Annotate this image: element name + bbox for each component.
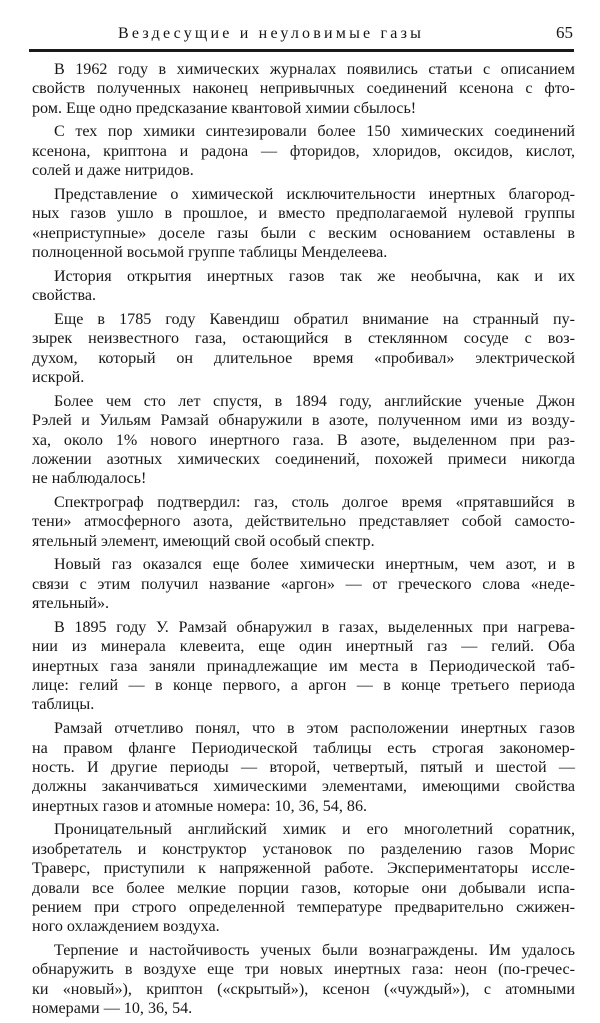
text-line: ных газов ушло в прошлое, и вместо предполагаемой нулевой группы xyxy=(32,205,575,223)
text-line: ложении азотных химических соединений, похожей примеси никогда xyxy=(32,450,575,468)
text-line: В 1895 году У. Рамзай обнаружил в газах, выделенных при нагрева- xyxy=(54,618,575,636)
text-line: Еще в 1785 году Кавендиш обратил внимание на странный пу- xyxy=(54,310,575,328)
paragraph xyxy=(32,185,575,263)
page-number: 65 xyxy=(556,23,573,42)
text-line: связи с этим получил название «аргон» — от греческого слова «неде- xyxy=(32,575,575,593)
text-line: Рэлей и Уильям Рамзай обнаружили в азоте, полученном ими из возду- xyxy=(32,412,575,430)
text-line: должны заканчиваться химическими элементами, имеющими свойства xyxy=(32,778,575,796)
paragraph xyxy=(32,555,575,613)
text-line: ки «новый»), криптон («скрытый»), ксенон («чуждый»), с атомными xyxy=(32,980,575,998)
chapter-title: Вездесущие и неуловимые газы xyxy=(118,25,425,42)
text-line: Траверс, приступили к напряженной работе. Экспериментаторы иссле- xyxy=(32,860,575,878)
text-line: рением при строго определенной температуре предварительно сжижен- xyxy=(32,898,575,916)
text-line: ром. Еще одно предсказание квантовой химии сбылось! xyxy=(32,99,417,117)
paragraph xyxy=(32,719,575,816)
text-line: лице: гелий — в конце первого, а аргон — в конце третьего периода xyxy=(32,677,575,695)
paragraph xyxy=(32,122,575,180)
paragraph xyxy=(32,493,575,551)
paragraph xyxy=(32,310,575,388)
paragraph xyxy=(32,267,575,306)
text-line: Новый газ оказался еще более химически инертным, чем азот, и в xyxy=(54,556,575,574)
text-line: В 1962 году в химических журналах появились статьи с описанием xyxy=(54,61,575,78)
text-line: тени» атмосферного азота, действительно представляет собой самосто- xyxy=(32,513,575,531)
paragraph xyxy=(32,60,575,118)
header-rule xyxy=(29,49,574,52)
text-line: обнаружить в воздухе еще три новых инертных газа: неон (по-гречес- xyxy=(32,961,575,979)
text-line: ятельный элемент, имеющий свой особый спектр. xyxy=(32,532,375,550)
text-line: С тех пор химики синтезировали более 150 химических соединений xyxy=(54,123,575,141)
text-line: свойств полученных наконец непривычных соединений ксенона с фто- xyxy=(32,80,575,98)
text-line: зырек неизвестного газа, остающийся в стеклянном сосуде с воз- xyxy=(32,330,575,348)
text-line: свойства. xyxy=(32,287,97,305)
text-line: Проницательный английский химик и его многолетний соратник, xyxy=(54,821,575,839)
paragraph xyxy=(32,820,575,936)
text-line: полноценной восьмой группе таблицы Менделеева. xyxy=(32,244,388,262)
text-line: духом, который он длительное время «пробивал» электрической xyxy=(32,349,575,367)
text-line: на правом фланге Периодической таблицы есть строгая закономер- xyxy=(32,739,575,757)
text-line: довали все более мелкие порции газов, которые они добывали испа- xyxy=(32,879,575,897)
text-line: солей и даже нитридов. xyxy=(32,162,194,180)
text-line: номерами — 10, 36, 54. xyxy=(32,1000,193,1018)
running-head xyxy=(0,0,600,60)
paragraph xyxy=(32,618,575,715)
text-line: ха, около 1% нового инертного газа. В азоте, выделенном при раз- xyxy=(32,431,575,449)
text-line: Рамзай отчетливо понял, что в этом расположении инертных газов xyxy=(54,720,575,738)
text-line: таблицы. xyxy=(32,696,95,714)
text-line: ятельный». xyxy=(32,595,110,613)
text-line: инертных газа заняли принадлежащие им места в Периодической таб- xyxy=(32,657,575,675)
text-line: ного охлаждением воздуха. xyxy=(32,918,220,936)
body-text xyxy=(32,60,575,1023)
text-line: Спектрограф подтвердил: газ, столь долгое время «прятавшийся в xyxy=(54,493,575,511)
text-line: не наблюдалось! xyxy=(32,470,147,488)
text-line: Представление о химической исключительности инертных благород- xyxy=(54,185,575,203)
text-line: Более чем сто лет спустя, в 1894 году, английские ученые Джон xyxy=(54,392,575,410)
text-line: изобретатель и конструктор установок по разделению газов Морис xyxy=(32,840,575,858)
text-line: искрой. xyxy=(32,369,85,387)
paragraph xyxy=(32,392,575,489)
text-line: Терпение и настойчивость ученых были вознаграждены. Им удалось xyxy=(54,942,575,960)
text-line: ность. И другие периоды — второй, четвертый, пятый и шестой — xyxy=(32,758,575,776)
paragraph xyxy=(32,941,575,1019)
text-line: «неприступные» доселе газы были с веским основанием оставлены в xyxy=(32,224,575,242)
text-line: История открытия инертных газов так же необычна, как и их xyxy=(54,267,575,285)
text-line: нии из минерала клевеита, еще один инертный газ — гелий. Оба xyxy=(32,638,575,656)
text-line: ксенона, криптона и радона — фторидов, хлоридов, оксидов, кислот, xyxy=(32,142,575,160)
text-line: инертных газов и атомные номера: 10, 36, 54, 86. xyxy=(32,797,368,815)
